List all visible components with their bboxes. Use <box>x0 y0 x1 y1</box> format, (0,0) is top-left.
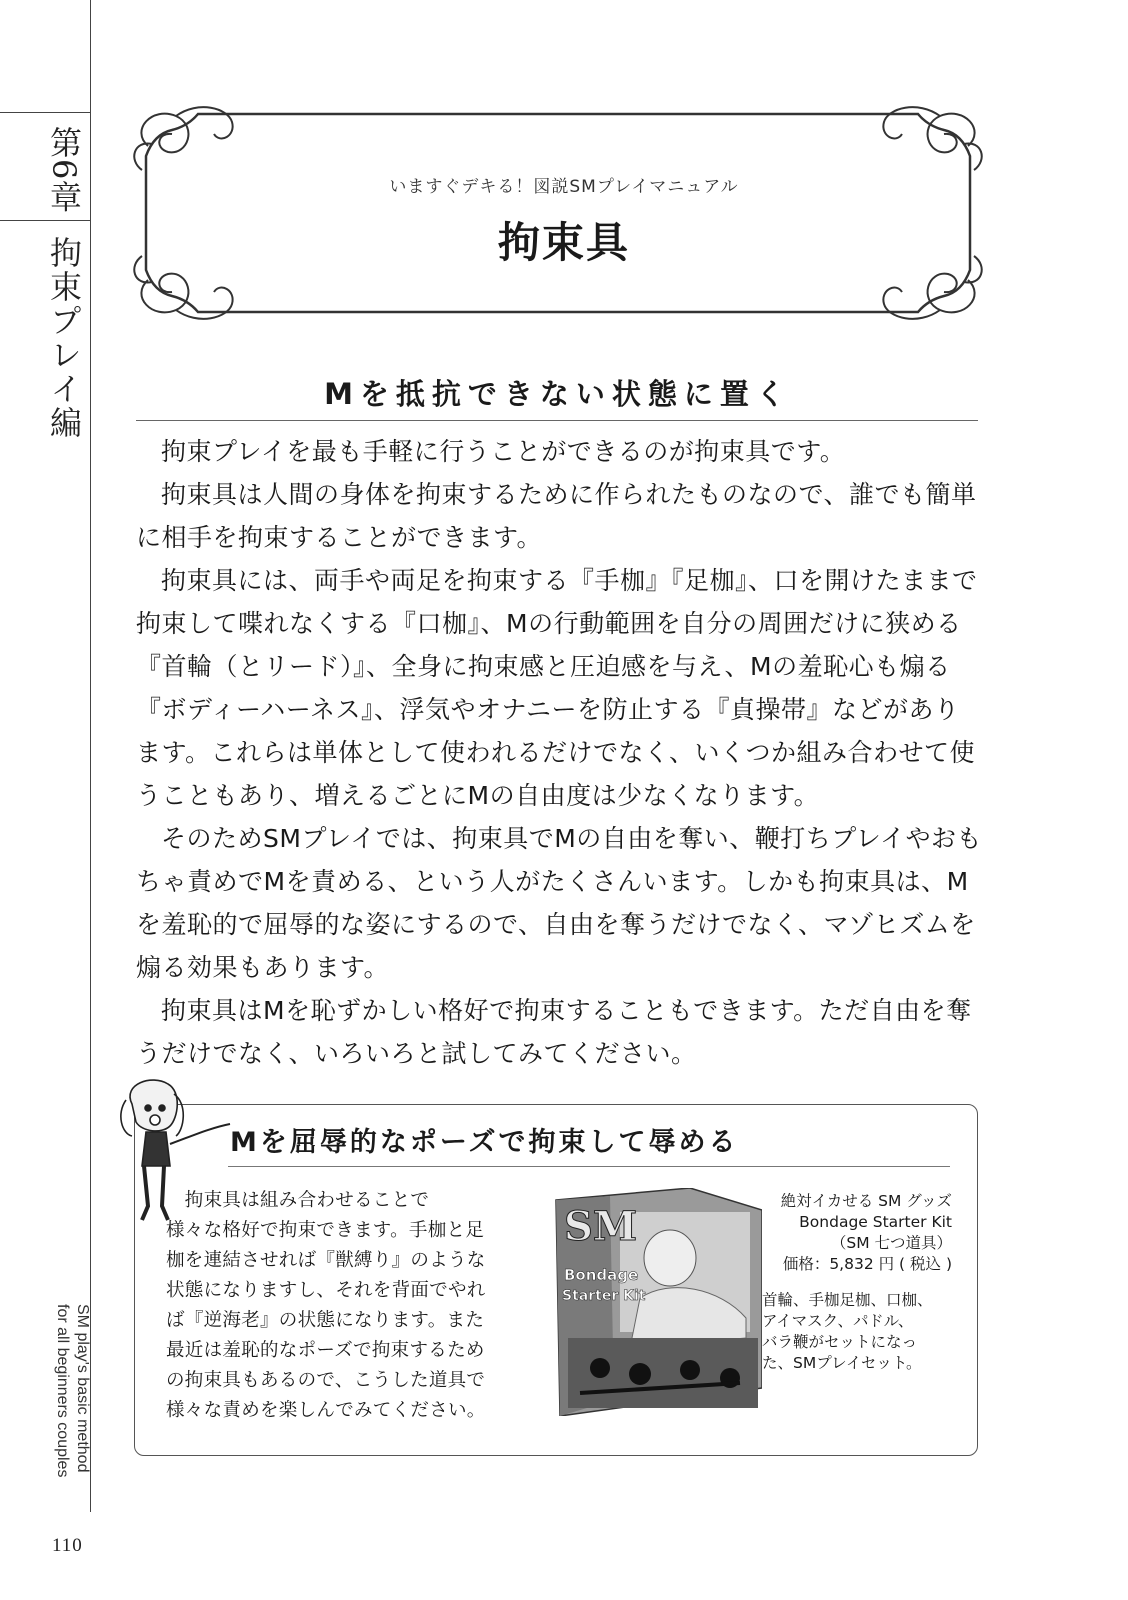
product-logo-text: SM <box>564 1203 638 1250</box>
body-text <box>136 430 984 1075</box>
box-text <box>166 1186 532 1426</box>
box-text-line: 最近は羞恥的なポーズで拘束するため <box>166 1340 485 1361</box>
product-desc-line: た、SMプレイセット。 <box>762 1354 922 1372</box>
book-subtitle: いますぐデキる！図説SMプレイマニュアル <box>389 177 739 197</box>
product-desc-line: アイマスク、パドル、 <box>762 1312 914 1330</box>
paragraph: 拘束プレイを最も手軽に行うことができるのが拘束具です。 <box>161 437 846 466</box>
box-text-line: ば『逆海老』の状態になります。また <box>166 1310 485 1331</box>
sidebar-english-line-1: SM play's basic method <box>74 1304 91 1473</box>
chapter-label: 第6章 <box>45 126 83 214</box>
page-number: 110 <box>52 1535 83 1556</box>
product-caption-line: Bondage Starter Kit <box>799 1213 952 1231</box>
box-text-line: 状態になりますし、それを背面でやれ <box>166 1280 486 1301</box>
section-rule <box>136 420 978 421</box>
box-text-line: の拘束具もあるので、こうした道具で <box>166 1370 486 1391</box>
product-caption-line: 価格：5,832 円 ( 税込 ) <box>782 1255 952 1273</box>
box-text-line: 様々な責めを楽しんでみてください。 <box>166 1400 486 1421</box>
product-logo-text: Starter Kit <box>562 1288 646 1304</box>
sidebar-english-text <box>46 1304 98 1504</box>
box-text-line: 拘束具は組み合わせることで <box>166 1190 430 1211</box>
box-title-rule <box>228 1166 950 1167</box>
paragraph: 拘束具には、両手や両足を拘束する『手枷』『足枷』、口を開けたままで拘束して喋れなくする『口枷』、Mの行動範囲を自分の周囲だけに狭める『首輪（とリード）』、全身に拘束感と圧迫感を与え、Mの羞恥心も煽る『ボディーハーネス』、浮気やオナニーを防止する『貞操帯』などがあります。これらは単体として使われるだけでなく、いくつか組み合わせて使うこともあり、増えるごとにMの自由度は少なくなります。 <box>136 566 978 810</box>
sidebar-rule-top <box>0 112 90 113</box>
section-heading: Mを抵抗できない状態に置く <box>324 377 792 411</box>
part-label: 拘束プレイ編 <box>45 236 83 440</box>
page-title: 拘束具 <box>497 218 630 267</box>
sidebar-english-line-2: for all beginners couples <box>54 1304 71 1478</box>
product-caption <box>760 1191 952 1275</box>
box-text-line: 様々な格好で拘束できます。手枷と足 <box>166 1220 485 1241</box>
box-title: Mを屈辱的なポーズで拘束して辱める <box>230 1127 739 1158</box>
paragraph: 拘束具は人間の身体を拘束するために作られたものなので、誰でも簡単に相手を拘束することができます。 <box>136 480 977 552</box>
product-photo <box>550 1188 762 1416</box>
product-logo-text: Bondage <box>564 1266 639 1284</box>
product-description <box>762 1290 958 1374</box>
product-caption-line: （SM 七つ道具） <box>830 1234 952 1252</box>
product-desc-line: バラ鞭がセットになっ <box>762 1333 918 1351</box>
product-caption-line: 絶対イカせる SM グッズ <box>780 1192 952 1210</box>
paragraph: 拘束具はMを恥ずかしい格好で拘束することもできます。ただ自由を奪うだけでなく、いろいろと試してみてください。 <box>136 996 972 1068</box>
product-desc-line: 首輪、手枷足枷、口枷、 <box>762 1291 933 1309</box>
box-text-line: 枷を連結させれば『獣縛り』のような <box>166 1250 486 1271</box>
paragraph: そのためSMプレイでは、拘束具でMの自由を奪い、鞭打ちプレイやおもちゃ責めでMを責める、という人がたくさんいます。しかも拘束具は、Mを羞恥的で屈辱的な姿にするので、自由を奪うだけでなく、マゾヒズムを煽る効果もあります。 <box>136 824 983 982</box>
